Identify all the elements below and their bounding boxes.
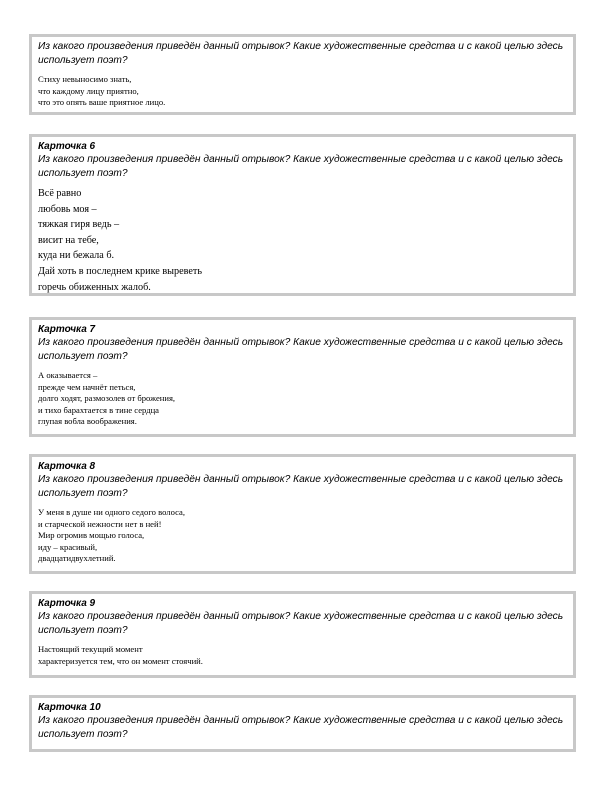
poem-line: Настоящий текущий момент — [38, 644, 143, 654]
card-title: Карточка 10 — [38, 702, 101, 713]
poem-line: глупая вобла воображения. — [38, 416, 137, 426]
poem-line: А оказывается – — [38, 370, 98, 380]
card-title: Карточка 8 — [38, 461, 96, 472]
card-question: Из какого произведения приведён данный отрывок? Какие художественные средства и с какой целью здесь использует поэт? — [38, 611, 564, 636]
poem-line: куда ни бежала б. — [38, 250, 115, 262]
card-question: Из какого произведения приведён данный отрывок? Какие художественные средства и с какой целью здесь использует поэт? — [38, 41, 564, 66]
poem-line: тяжкая гиря ведь – — [38, 219, 120, 231]
poem-line: иду – красивый, — [38, 541, 98, 552]
card-title: Карточка 7 — [38, 324, 96, 335]
poem-excerpt — [38, 370, 568, 428]
card-question: Из какого произведения приведён данный отрывок? Какие художественные средства и с какой целью здесь использует поэт? — [38, 474, 564, 499]
card-6 — [29, 134, 576, 296]
poem-line: и тихо барахтается в тине сердца — [38, 404, 159, 415]
poem-line: что это опять ваше приятное лицо. — [38, 97, 166, 107]
card-9 — [29, 591, 576, 678]
card-title: Карточка 9 — [38, 598, 96, 609]
card-8 — [29, 454, 576, 574]
poem-line: двадцатидвухлетний. — [38, 553, 116, 563]
poem-line: У меня в душе ни одного седого волоса, — [38, 507, 185, 517]
card-10 — [29, 695, 576, 752]
poem-line: Мир огромив мощью голоса, — [38, 530, 145, 540]
poem-line: любовь моя – — [38, 203, 97, 215]
poem-line: горечь обиженных жалоб. — [38, 281, 151, 293]
poem-excerpt — [38, 644, 568, 667]
card-5 — [29, 34, 576, 115]
poem-excerpt — [38, 74, 568, 109]
poem-excerpt — [38, 186, 568, 295]
card-title: Карточка 6 — [38, 141, 96, 152]
poem-line: прежде чем начнёт петься, — [38, 381, 136, 392]
poem-line: Стиху невыносимо знать, — [38, 74, 132, 84]
poem-line: что каждому лицу приятно, — [38, 85, 139, 96]
card-question: Из какого произведения приведён данный отрывок? Какие художественные средства и с какой целью здесь использует поэт? — [38, 337, 564, 362]
poem-line: висит на тебе, — [38, 234, 99, 246]
poem-line: долго ходят, размозолев от брожения, — [38, 393, 176, 403]
poem-line: характеризуется тем, что он момент стоячий. — [38, 655, 203, 666]
poem-line: Всё равно — [38, 188, 82, 199]
card-question: Из какого произведения приведён данный отрывок? Какие художественные средства и с какой целью здесь использует поэт? — [38, 715, 564, 740]
poem-line: Дай хоть в последнем крике выреветь — [38, 265, 202, 277]
poem-excerpt — [38, 507, 568, 565]
card-question: Из какого произведения приведён данный отрывок? Какие художественные средства и с какой целью здесь использует поэт? — [38, 154, 564, 179]
poem-line: и старческой нежности нет в ней! — [38, 518, 162, 529]
card-7 — [29, 317, 576, 437]
